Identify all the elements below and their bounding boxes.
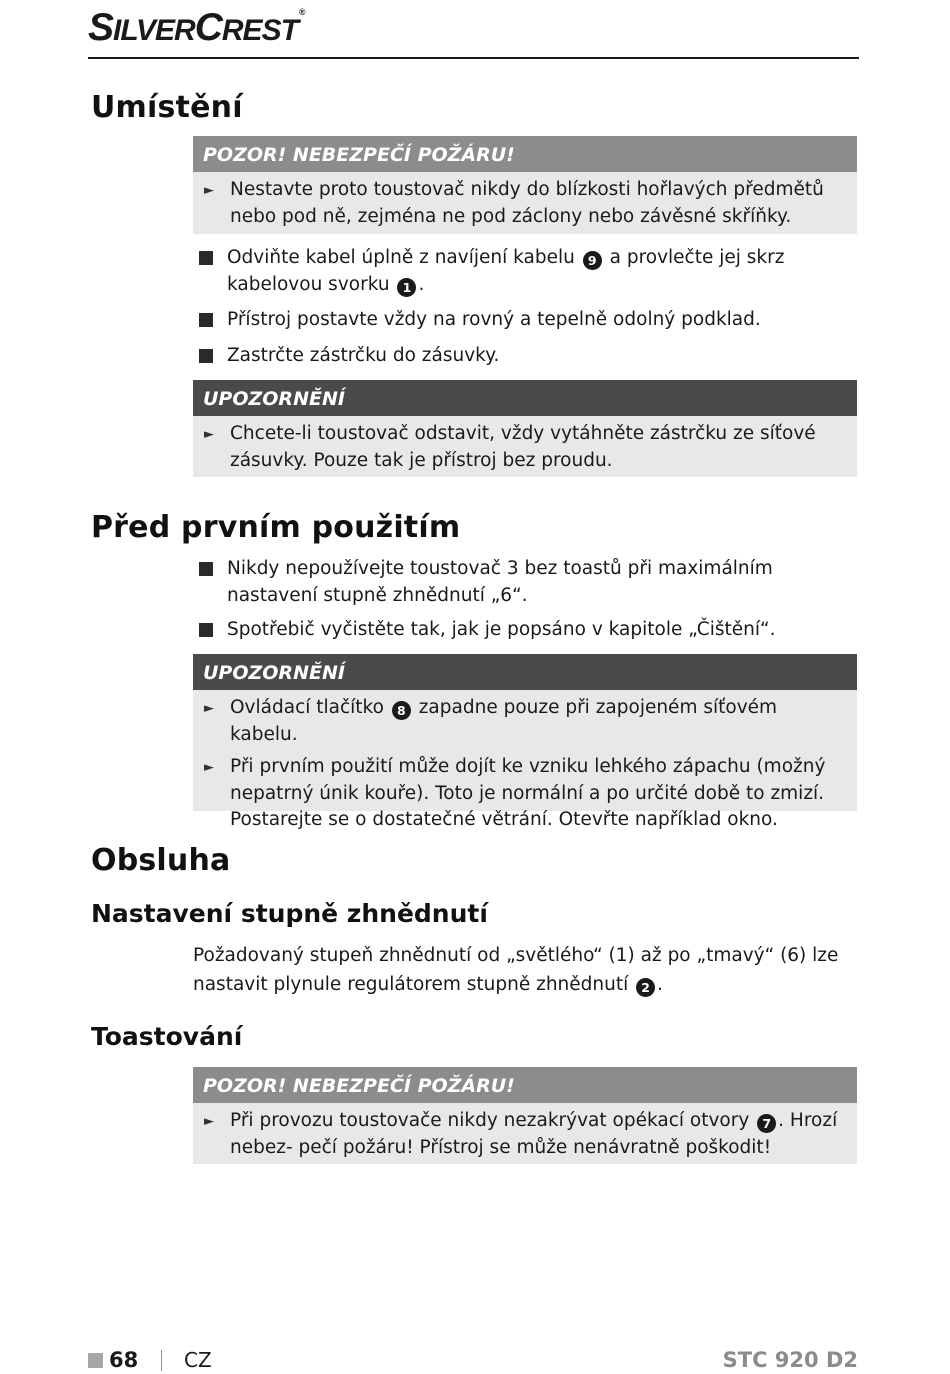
note-item-text: zapadne pouze při zapojeném síťovém kabelu. <box>230 697 778 745</box>
note-item <box>193 421 857 474</box>
section-title-first-use: Před prvním použitím <box>91 510 461 545</box>
page-number: 68 <box>109 1348 139 1372</box>
note-item <box>193 754 857 834</box>
note-item-text: Ovládací tlačítko <box>230 697 384 718</box>
header-divider <box>88 57 859 59</box>
part-number-badge: 1 <box>397 278 416 297</box>
square-bullet-icon <box>199 251 213 265</box>
part-number-badge: 8 <box>392 701 411 720</box>
section-title-operation: Obsluha <box>91 843 231 878</box>
note-heading: UPOZORNĚNÍ <box>193 654 857 690</box>
list-item <box>199 617 859 644</box>
list-item-text: Spotřebič vyčistěte tak, jak je popsáno v kapitole „Čištění“. <box>227 619 776 640</box>
part-number-badge: 2 <box>636 978 655 997</box>
note-heading: UPOZORNĚNÍ <box>193 380 857 416</box>
fire-warning-box <box>193 1067 857 1164</box>
list-item-text: Přístroj postavte vždy na rovný a tepelně odolný podklad. <box>227 309 761 330</box>
list-item-text: Zastrčte zástrčku do zásuvky. <box>227 345 500 366</box>
footer-divider <box>161 1350 162 1371</box>
brand-logo-letters: ILVER <box>113 14 195 47</box>
list-item <box>199 343 859 370</box>
list-item <box>199 307 859 334</box>
square-bullet-icon <box>199 313 213 327</box>
registered-mark: ® <box>298 7 305 17</box>
warning-item-text: Nestavte proto toustovač nikdy do blízkosti hořlavých předmětů nebo pod ně, zejména ne pod záclony nebo závěsné skříňky. <box>230 179 824 227</box>
square-bullet-icon <box>199 349 213 363</box>
arrow-bullet-icon: ► <box>204 183 214 198</box>
warning-item-text: Při provozu toustovače nikdy nezakrývat opékací otvory <box>230 1110 750 1131</box>
fire-warning-box <box>193 136 857 234</box>
brand-logo-letter: S <box>88 6 114 49</box>
note-box <box>193 380 857 477</box>
footer-square-icon <box>88 1353 103 1368</box>
warning-item-text: . Hrozí nebez- pečí požáru! Přístroj se může nenávratně poškodit! <box>230 1110 838 1158</box>
warning-item <box>193 177 857 230</box>
note-item-text: Při prvním použití může dojít ke vzniku lehkého zápachu (možný nepatrný únik kouře). Toto je normální a po určité době to zmizí. Postarejte se o dostatečné větrání. Otevřte například okno. <box>230 756 826 830</box>
square-bullet-icon <box>199 562 213 576</box>
list-item-text: . <box>418 273 425 295</box>
part-number-badge: 7 <box>757 1114 776 1133</box>
arrow-bullet-icon: ► <box>204 701 214 716</box>
list-item <box>199 556 859 609</box>
subsection-title-browning: Nastavení stupně zhnědnutí <box>91 899 488 928</box>
square-bullet-icon <box>199 623 213 637</box>
list-item <box>199 245 859 298</box>
arrow-bullet-icon: ► <box>204 1114 214 1129</box>
brand-logo-letters: REST <box>221 14 298 47</box>
warning-item <box>193 1108 857 1161</box>
note-item <box>193 695 857 748</box>
list-item-text: Odviňte kabel úplně z navíjení kabelu <box>227 247 575 268</box>
warning-heading: POZOR! NEBEZPEČÍ POŽÁRU! <box>193 1067 857 1103</box>
browning-paragraph <box>193 941 853 999</box>
brand-logo-letter: C <box>194 6 222 49</box>
part-number-badge: 9 <box>583 251 602 270</box>
subsection-title-toasting: Toastování <box>91 1022 243 1051</box>
paragraph-text: . <box>657 974 664 995</box>
note-box <box>193 654 857 830</box>
paragraph-text: Požadovaný stupeň zhnědnutí od „světlého“ (1) až po „tmavý“ (6) lze nastavit plynule regulátorem stupně zhnědnutí <box>193 945 839 995</box>
model-number: STC 920 D2 <box>722 1348 858 1372</box>
note-item-text: Chcete-li toustovač odstavit, vždy vytáhněte zástrčku ze síťové zásuvky. Pouze tak je přístroj bez proudu. <box>230 423 816 471</box>
list-item-text: Nikdy nepoužívejte toustovač 3 bez toastů při maximálním nastavení stupně zhnědnutí „6“. <box>227 558 773 606</box>
brand-logo <box>88 8 305 47</box>
arrow-bullet-icon: ► <box>204 427 214 442</box>
list-item-text: a provlečte jej skrz kabelovou svorku <box>227 247 785 295</box>
arrow-bullet-icon: ► <box>204 760 214 775</box>
language-code: CZ <box>184 1348 212 1372</box>
warning-heading: POZOR! NEBEZPEČÍ POŽÁRU! <box>193 136 857 172</box>
section-title-placement: Umístění <box>91 90 243 125</box>
